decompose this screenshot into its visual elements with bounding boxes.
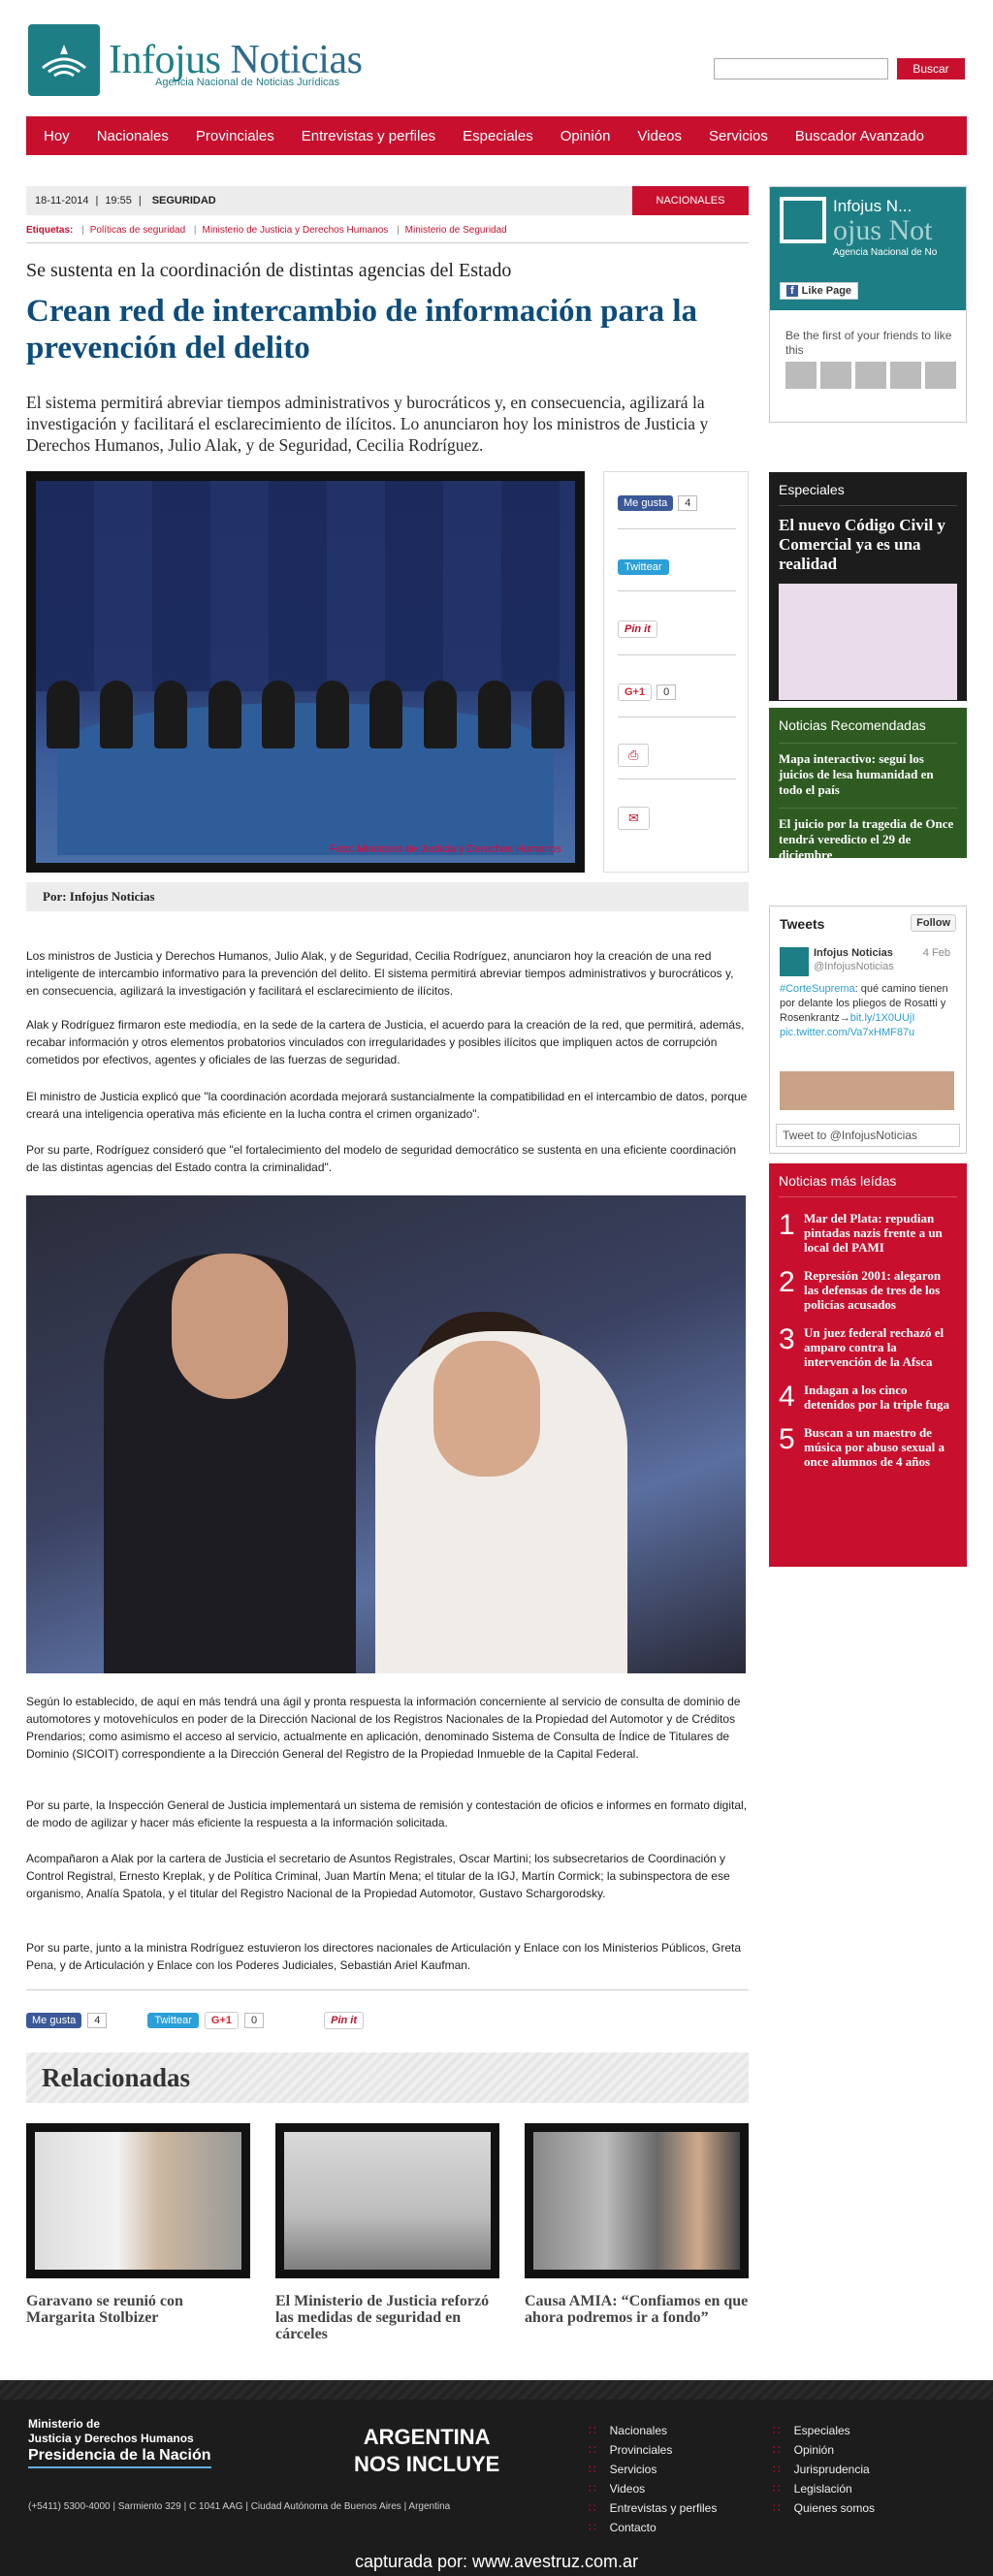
tag-link[interactable]: Políticas de seguridad [89, 225, 186, 236]
second-photo [26, 1195, 746, 1673]
gplus-count: 0 [657, 684, 676, 700]
tweet-body: : qué camino tienen por delante los pliegos de Rosatti y Rosenkrantz→ [780, 983, 948, 1024]
mas-leidas-item[interactable] [779, 1425, 957, 1469]
facebook-like-button[interactable]: Me gusta [618, 495, 673, 511]
recomendada-item[interactable]: Mapa interactivo: seguí los juicios de lesa humanidad en todo el país [779, 743, 957, 798]
especiales-image[interactable] [779, 584, 957, 700]
tweets-label: Tweets [780, 916, 825, 932]
related-image[interactable] [26, 2123, 250, 2278]
rank-number: 1 [779, 1209, 795, 1241]
tag-link[interactable]: Ministerio de Justicia y Derechos Humanos [202, 225, 389, 236]
article-date: 18-11-2014 [35, 195, 89, 207]
nav-opinion[interactable]: Opinión [560, 127, 611, 144]
tweet-text [780, 982, 954, 1040]
facebook-avatar[interactable] [780, 197, 826, 243]
tweet-photo[interactable] [780, 1071, 954, 1110]
pinterest-button[interactable]: Pin it [324, 2012, 364, 2029]
nav-hoy[interactable]: Hoy [44, 127, 70, 144]
like-count: 4 [87, 2013, 107, 2028]
facebook-like[interactable] [618, 495, 697, 511]
related-card[interactable] [525, 2123, 749, 2326]
facebook-page-name[interactable]: Infojus N... [833, 197, 913, 215]
nav-provinciales[interactable]: Provinciales [195, 127, 274, 144]
mas-leidas-item[interactable] [779, 1268, 957, 1312]
tweet-pic-link[interactable]: pic.twitter.com/Va7xHMF87u [780, 1027, 915, 1038]
article-paragraph: Según lo establecido, de aquí en más tendrá una ágil y pronta respuesta la información concerniente al servicio de consulta de dominio de automotores y motovehículos en poder de la Dirección Nacional de los Registros Nacionales de la Propiedad del Automotor y de Créditos Prendarios; como asimismo el acceso al servicio, actualmente en aplicación, denominado Sistema de Consulta de Índice de Titulares de Dominio (SICOIT) correspondiente a la Dirección General del Registro de la Propiedad Inmueble de la Capital Federal. [26, 1695, 741, 1761]
mas-leidas-title[interactable]: Indagan a los cinco detenidos por la triple fuga [804, 1383, 949, 1412]
article-kicker: Se sustenta en la coordinación de distintas agencias del Estado [26, 260, 512, 281]
twitter-follow-button[interactable]: Follow [911, 914, 956, 932]
facebook-like-page-button[interactable] [780, 282, 858, 300]
related-image[interactable] [525, 2123, 749, 2278]
article-paragraph: El ministro de Justicia explicó que "la coordinación acordada mejorará sustancialmente la compatibilidad en el intercambio de datos, porque creará una inteligencia operativa más eficiente en la lucha contra el crimen organizado". [26, 1090, 748, 1121]
footer-link[interactable]: ∷ Quienes somos [773, 2498, 875, 2518]
footer-link[interactable]: ∷ Contacto [589, 2518, 717, 2537]
site-footer [0, 2380, 993, 2576]
footer-link[interactable]: ∷ Servicios [589, 2460, 717, 2479]
google-plus-button[interactable]: G+1 [205, 2012, 239, 2029]
footer-link[interactable]: ∷ Especiales [773, 2421, 875, 2440]
nav-especiales[interactable]: Especiales [463, 127, 533, 144]
main-photo [26, 471, 585, 873]
site-header [0, 0, 993, 107]
twitter-avatar[interactable] [780, 947, 809, 976]
footer-link[interactable]: ∷ Entrevistas y perfiles [589, 2498, 717, 2518]
photo-credit: Foto: Ministerio de Justicia y Derechos Humanos [329, 843, 561, 855]
footer-link[interactable]: ∷ Jurisprudencia [773, 2460, 875, 2479]
rank-number: 3 [779, 1323, 795, 1355]
rank-number: 2 [779, 1266, 795, 1298]
mas-leidas-label: Noticias más leídas [779, 1173, 897, 1189]
argentina-logo[interactable] [354, 2424, 499, 2478]
footer-ministerio-line1: Ministerio de [28, 2417, 101, 2431]
facebook-friends-text: Be the first of your friends to like this [785, 329, 952, 357]
recomendadas-label: Noticias Recomendadas [779, 717, 926, 733]
article-lead: El sistema permitirá abreviar tiempos administrativos y burocráticos y, en consecuencia, agilizará la investigación y facilitará el esclarecimiento de ilícitos. Lo anunciaron hoy los ministros de Justicia y Derechos Humanos, Julio Alak, y de Seguridad, Cecilia Rodríguez. [26, 393, 709, 455]
related-card[interactable] [275, 2123, 499, 2342]
envelope-icon[interactable]: ✉ [618, 807, 650, 830]
mas-leidas-widget [769, 1163, 967, 1567]
twitter-widget [769, 906, 967, 1154]
related-card[interactable] [26, 2123, 250, 2326]
like-page-label: Like Page [801, 285, 852, 297]
category-badge[interactable]: NACIONALES [632, 186, 749, 215]
tweet-link[interactable]: bit.ly/1X0UUjI [849, 1012, 915, 1024]
footer-link[interactable]: ∷ Videos [589, 2479, 717, 2498]
capture-caption: capturada por: www.avestruz.com.ar [354, 2552, 639, 2571]
mas-leidas-item[interactable] [779, 1383, 957, 1412]
especiales-widget [769, 472, 967, 701]
facebook-page-widget [769, 186, 967, 423]
related-title[interactable]: Causa AMIA: “Confiamos en que ahora podremos ir a fondo” [525, 2293, 749, 2326]
footer-address: (+5411) 5300-4000 | Sarmiento 329 | C 1041 AAG | Ciudad Autónoma de Buenos Aires | Argentina [28, 2501, 451, 2512]
mas-leidas-title[interactable]: Un juez federal rechazó el amparo contra la intervención de la Afsca [804, 1325, 945, 1369]
facebook-cover[interactable] [770, 187, 966, 310]
google-plus-button[interactable]: G+1 [618, 684, 652, 701]
rank-number: 5 [779, 1423, 795, 1455]
article-paragraph: Por su parte, la Inspección General de Justicia implementará un sistema de remisión y contestación de oficios e informes en formato digital, de modo de agilizar y hacer más eficiente la respuesta a la información solicitada. [26, 1798, 748, 1829]
footer-ministerio[interactable] [28, 2417, 194, 2446]
divider [26, 1989, 749, 1990]
tweet-author-handle[interactable]: @InfojusNoticias [814, 961, 894, 972]
mas-leidas-title[interactable]: Represión 2001: alegaron las defensas de tres de los policías acusados [804, 1268, 942, 1312]
article-section: SEGURIDAD [151, 195, 216, 207]
footer-presidencia[interactable]: Presidencia de la Nación [28, 2447, 211, 2468]
facebook-friend-thumbs [785, 362, 956, 389]
article-paragraph: Alak y Rodríguez firmaron este mediodía, en la sede de la cartera de Justicia, el acuerdo para la creación de la red, que permitirá, además, recabar información y otros elementos probatorios vinculados con irregularidades y posibles ilícitos que impliquen actos de corrupción cometidos por efectivos, agentes y oficiales de las fuerzas de seguridad. [26, 1018, 745, 1066]
mas-leidas-title[interactable]: Mar del Plata: repudian pintadas nazis frente a un local del PAMI [804, 1211, 943, 1255]
mas-leidas-title[interactable]: Buscan a un maestro de música por abuso sexual a once alumnos de 4 años [804, 1425, 945, 1469]
argentina-line1: ARGENTINA [363, 2425, 491, 2449]
related-title[interactable]: Garavano se reunió con Margarita Stolbizer [26, 2293, 183, 2326]
tweet-to-input[interactable]: Tweet to @InfojusNoticias [776, 1124, 960, 1147]
nav-entrevistas[interactable]: Entrevistas y perfiles [301, 127, 436, 144]
especiales-title[interactable]: El nuevo Código Civil y Comercial ya es una realidad [779, 516, 945, 573]
related-title[interactable]: El Ministerio de Justicia reforzó las medidas de seguridad en cárceles [275, 2293, 490, 2342]
article-title: Crean red de intercambio de información para la prevención del delito [26, 294, 698, 366]
article-paragraph: Los ministros de Justicia y Derechos Humanos, Julio Alak, y de Seguridad, Cecilia Rodríguez, anunciaron hoy la creación de una red inteligente de intercambio informativo para la prevención del delito. El sistema permitirá abreviar tiempos administrativos y burocráticos y, en consecuencia, agilizará la investigación y facilitará el esclarecimiento de ilícitos. [26, 949, 734, 998]
logo-icon[interactable] [28, 24, 100, 96]
tags-label: Etiquetas: [26, 225, 74, 236]
article-time: 19:55 [105, 195, 132, 207]
facebook-cover-sub: Agencia Nacional de No [833, 247, 938, 258]
mas-leidas-item[interactable] [779, 1211, 957, 1255]
printer-icon[interactable]: ⎙ [618, 744, 649, 767]
nav-nacionales[interactable]: Nacionales [96, 127, 169, 144]
main-nav [26, 116, 967, 155]
nav-videos[interactable]: Videos [637, 127, 683, 144]
tweet-button[interactable]: Twittear [147, 2013, 199, 2028]
share-column [603, 471, 749, 873]
nav-servicios[interactable]: Servicios [709, 127, 768, 144]
facebook-f-icon: f [786, 285, 798, 297]
article-paragraph: Por su parte, Rodríguez consideró que "el fortalecimiento del modelo de seguridad democrático se sustenta en una eficiente coordinación de las distintas agencias del Estado contra la criminalidad". [26, 1143, 737, 1174]
related-heading: Relacionadas [26, 2052, 749, 2103]
brand-infojus: Infojus [109, 38, 221, 82]
footer-ministerio-line2: Justicia y Derechos Humanos [28, 2432, 194, 2445]
article-meta-bar: 18-11-2014 | 19:55 | SEGURIDAD [26, 186, 749, 215]
article-tags: Etiquetas: | Políticas de seguridad | Ministerio de Justicia y Derechos Humanos | Ministerio de Seguridad [26, 225, 749, 243]
especiales-label: Especiales [779, 482, 845, 497]
footer-link[interactable]: ∷ Legislación [773, 2479, 875, 2498]
search-button[interactable]: Buscar [897, 58, 965, 80]
facebook-cover-text: ojus Not [833, 214, 933, 246]
rank-number: 4 [779, 1381, 795, 1413]
search-input[interactable] [714, 58, 888, 80]
footer-link[interactable]: ∷ Provinciales [589, 2440, 717, 2460]
tweet-button[interactable]: Twittear [618, 559, 669, 575]
footer-link[interactable]: ∷ Opinión [773, 2440, 875, 2460]
tweet-date[interactable]: 4 Feb [922, 947, 950, 959]
footer-link[interactable]: ∷ Nacionales [589, 2421, 717, 2440]
article-paragraph: Acompañaron a Alak por la cartera de Justicia el secretario de Asuntos Registrales, Oscar Martini; los subsecretarios de Coordinación y Control Registral, Ernesto Kreplak, y de Política Criminal, Juan Martín Mena; el titular de la IGJ, Martín Cormick; la subinspectora de ese organismo, Analía Spatola, y el titular del Registro Nacional de la Propiedad Automotor, Gustavo Schargorodsky. [26, 1852, 730, 1900]
recomendada-item[interactable]: El juicio por la tragedia de Once tendrá veredicto el 29 de diciembre [779, 808, 957, 863]
tag-link[interactable]: Ministerio de Seguridad [404, 225, 507, 236]
bottom-share-bar [26, 2009, 749, 2032]
related-image[interactable] [275, 2123, 499, 2278]
site-subtitle: Agencia Nacional de Noticias Jurídicas [155, 77, 340, 88]
argentina-line2: NOS INCLUYE [354, 2452, 500, 2476]
tweet-hashtag[interactable]: #CorteSuprema [780, 983, 855, 995]
gplus-count: 0 [244, 2013, 264, 2028]
footer-links-col2 [773, 2421, 875, 2518]
pinterest-button[interactable]: Pin it [618, 620, 657, 638]
article-paragraph: Por su parte, junto a la ministra Rodríguez estuvieron los directores nacionales de Articulación y Enlace con los Ministerios Públicos, Greta Pena, y de Articulación y Enlace con los Poderes Judiciales, Sebastián Ariel Kaufman. [26, 1941, 742, 1972]
mas-leidas-item[interactable] [779, 1325, 957, 1369]
tweet-author-name[interactable]: Infojus Noticias [814, 947, 893, 959]
recomendadas-widget [769, 708, 967, 862]
byline: Por: Infojus Noticias [26, 882, 749, 911]
like-count: 4 [678, 495, 697, 511]
nav-buscador[interactable]: Buscador Avanzado [794, 127, 925, 144]
brand-noticias: Noticias [230, 38, 363, 82]
footer-links-col1 [589, 2421, 717, 2537]
facebook-like-button[interactable]: Me gusta [26, 2013, 81, 2028]
